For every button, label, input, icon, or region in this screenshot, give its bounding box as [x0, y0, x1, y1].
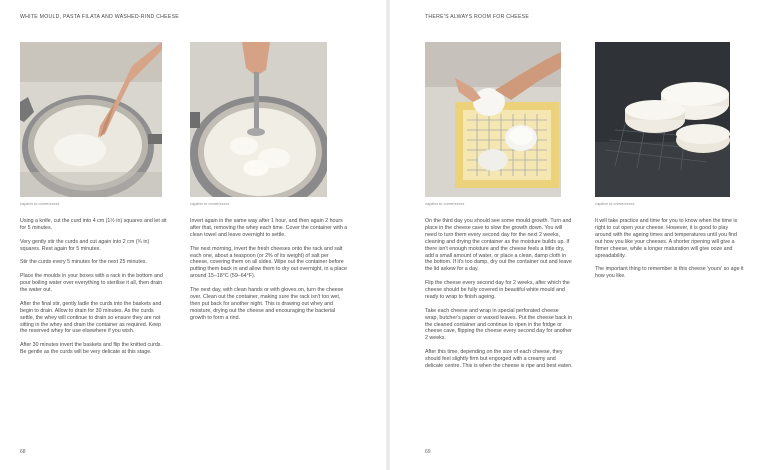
paragraph: Very gently stir the curds and cut again into 2 cm (¾ in) squares. Rest again for 5 minutes. — [20, 238, 150, 252]
paragraph: Take each cheese and wrap in special perforated cheese wrap, butcher's paper or waxed leaves. Put the cheese back in the cleaned container and continue to ripen in the fridge or cheese cave, flipping the cheese every second day for another 2 weeks. — [425, 307, 573, 342]
paragraph: After 30 minutes invert the baskets and flip the knitted curds. Be gentle as the curds will be very delicate at this stage. — [20, 342, 162, 356]
paragraph: The important thing to remember is this cheese 'yours' so age it how you like. — [595, 266, 744, 280]
hand-stirring-curd-in-pot-photo — [20, 42, 162, 197]
ripened-cheeses-on-rack-photo — [595, 42, 730, 197]
right-caption-2: caption to come/xxxxx — [595, 201, 635, 206]
right-page-number: 69 — [425, 449, 431, 455]
left-caption-2: caption to come/xxxxx — [190, 201, 230, 206]
left-text-column-1 — [20, 218, 168, 363]
right-caption-1: caption to come/xxxxx — [425, 201, 465, 206]
paragraph: After the final stir, gently ladle the curds into the baskets and begin to drain. Allow to drain for 30 minutes. As the curds settle, the whey will continue to drain so ensure they are not sitting in the whey and drain the container as required. Keep the reserved whey for use elsewhere if you wish. — [20, 300, 162, 335]
right-text-column-1 — [425, 218, 573, 377]
left-text-column-2 — [190, 218, 348, 328]
left-caption-1: caption to come/xxxxx — [20, 201, 60, 206]
ladling-curd-in-pot-photo — [190, 42, 327, 197]
book-gutter — [386, 0, 390, 470]
paragraph: After this time, depending on the size of each cheese, they should feel slightly firm but engorged with a creamy and delicate centre. This is when the cheese is ripe and best eaten. — [425, 349, 573, 369]
paragraph: The next day, with clean hands or with gloves on, turn the cheese over. Clean out the container, making sure the rack isn't too wet, then put back for another night. This is drawing out whey and moisture, drying out the cheese and encouraging the bacterial growth to form a rind. — [190, 287, 344, 321]
paragraph: It will take practice and time for you to know when the time is right to cut open your cheese. However, it is good to play around with the ageing times and temperatures until you find out how you like your cheeses. A shorter ripening will give a firmer cheese, while a longer maturation will give ooze and spreadability. — [595, 218, 738, 259]
paragraph: The next morning, invert the fresh cheeses onto the rack and salt each one, about a teaspoon (or 2% of its weight) of salt per cheese, covering them on all sides. Wipe out the container before putting them back in and allow them to dry out overnight, in a place around 15–18°C (59–64°F). — [190, 245, 347, 280]
paragraph: On the third day you should see some mould growth. Turn and place in the cheese cave to slow the growth down. You will need to turn them every second day for the next 2 weeks, cleaning and drying the container as the moisture builds up. If there isn't enough moisture and the cheese feels a little dry, add a small amount of water, or place a clean, damp cloth in the bottom. If it's too damp, dry out the container out and leave the lid askew for a day. — [425, 218, 572, 273]
left-page-number: 68 — [20, 449, 26, 455]
left-running-head: WHITE MOULD, PASTA FILATA AND WASHED-RIND CHEESE — [20, 14, 179, 20]
right-text-column-2 — [595, 218, 745, 287]
paragraph: Flip the cheese every second day for 2 weeks, after which the cheese should be fully covered in beautiful white mould and ready to wrap to finish ageing. — [425, 280, 570, 300]
right-running-head: THERE'S ALWAYS ROOM FOR CHEESE — [425, 14, 530, 20]
moulds-in-container-photo — [425, 42, 561, 197]
paragraph: Stir the curds every 5 minutes for the next 25 minutes. — [20, 259, 147, 266]
paragraph: Invert again in the same way after 1 hour, and then again 2 hours after that, removing the whey each time. Cover the container with a clean towel and leave overnight to settle. — [190, 218, 348, 238]
paragraph: Place the moulds in your boxes with a rack in the bottom and pour boiling water over everything to sterilise it all, then drain the water out. — [20, 273, 163, 294]
paragraph: Using a knife, cut the curd into 4 cm (1½ in) squares and let sit for 5 minutes. — [20, 218, 167, 231]
